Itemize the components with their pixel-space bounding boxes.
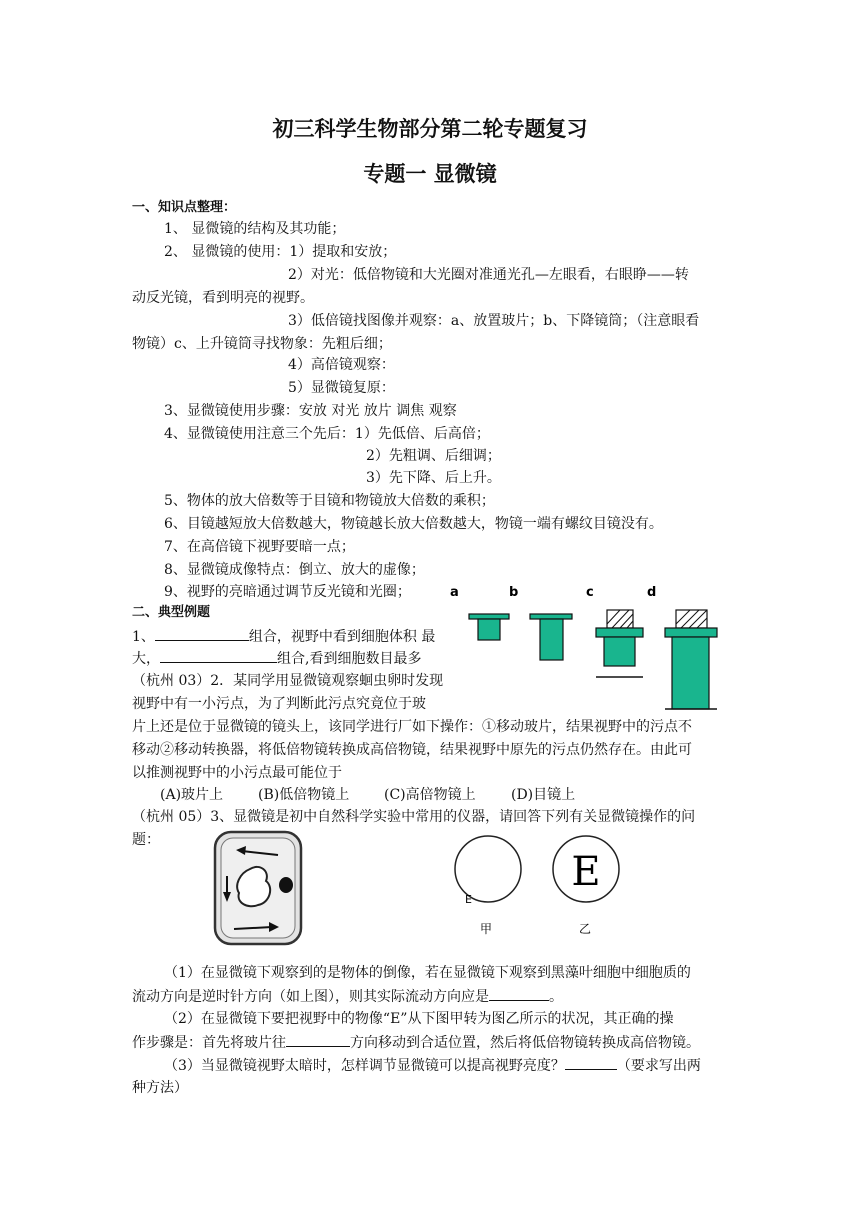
knowledge-line: 3、显微镜使用步骤：安放 对光 放片 调焦 观察	[164, 403, 457, 419]
knowledge-line: 5、物体的放大倍数等于目镜和物镜放大倍数的乘积；	[164, 493, 495, 509]
subquestion3-text: （3）当显微镜视野太暗时，怎样调节显微镜可以提高视野亮度？	[164, 1058, 565, 1074]
view-letter-small: E	[465, 893, 472, 906]
knowledge-line: 3）低倍镜找图像并观察：a、放置玻片；b、下降镜筒；（注意眼看	[288, 313, 700, 329]
subquestion2-line2	[132, 1032, 700, 1053]
knowledge-line: 6、目镜越短放大倍数越大，物镜越长放大倍数越大，物镜一端有螺纹目镜没有。	[164, 516, 663, 532]
subquestion1-text: 流动方向是逆时针方向（如上图），则其实际流动方向应是	[132, 989, 489, 1005]
subquestion2-text: 方向移动到合适位置，然后将低倍物镜转换成高倍物镜。	[350, 1035, 700, 1051]
knowledge-line: 物镜）c、上升镜筒寻找物象：先粗后细；	[132, 336, 392, 352]
knowledge-line: 7、在高倍镜下视野要暗一点；	[164, 539, 355, 555]
knowledge-line: 1、 显微镜的结构及其功能；	[164, 221, 346, 237]
subquestion1-line2	[132, 986, 563, 1007]
answer-blank[interactable]	[286, 1032, 350, 1047]
field-of-view-figure	[450, 833, 660, 939]
knowledge-line: 8、显微镜成像特点：倒立、放大的虚像；	[164, 562, 425, 578]
figure-label-c: c	[586, 585, 594, 600]
knowledge-line: 2、 显微镜的使用：1）提取和安放；	[164, 244, 397, 260]
question1-text: 组合,看到细胞数目最多	[277, 651, 422, 667]
knowledge-line: 5）显微镜复原：	[288, 380, 395, 396]
question1-line1	[132, 626, 435, 647]
objective-eyepiece-figure	[450, 584, 736, 714]
caption-jia: 甲	[480, 922, 493, 936]
section1-heading: 一、知识点整理：	[132, 200, 237, 215]
objective-c	[596, 610, 643, 677]
figure-label-a: a	[450, 585, 459, 600]
question3-intro: （杭州 05）3、显微镜是初中自然科学实验中常用的仪器，请回答下列有关显微镜操作的问	[132, 809, 696, 825]
answer-blank[interactable]	[160, 648, 277, 663]
question1-line2	[132, 648, 421, 669]
cell-cytoplasm-figure	[212, 829, 305, 947]
question2-line: （杭州 03）2．某同学用显微镜观察蛔虫卵时发现	[132, 673, 444, 689]
answer-blank[interactable]	[565, 1055, 617, 1070]
section2-heading: 二、典型例题	[132, 605, 211, 620]
subquestion3-text: （要求写出两	[616, 1058, 701, 1074]
knowledge-line: 3）先下降、后上升。	[366, 470, 501, 486]
option-a: (A)玻片上	[160, 787, 224, 803]
knowledge-line: 9、视野的亮暗通过调节反光镜和光圈；	[164, 584, 411, 600]
knowledge-line: 4、显微镜使用注意三个先后：1）先低倍、后高倍；	[164, 426, 490, 442]
question2-line: 以推测视野中的小污点最可能位于	[132, 765, 342, 781]
answer-blank[interactable]	[155, 626, 249, 641]
subquestion2-text: 作步骤是：首先将玻片往	[132, 1035, 286, 1051]
page-subtitle: 专题一 显微镜	[363, 162, 497, 186]
subquestion3-line2: 种方法）	[132, 1080, 188, 1096]
page-title: 初三科学生物部分第二轮专题复习	[272, 117, 588, 141]
question1-text: 大，	[132, 651, 160, 667]
subquestion1-text: 。	[549, 989, 563, 1005]
question2-line: 移动②移动转换器，将低倍物镜转换成高倍物镜，结果视野中原先的污点仍然存在。由此可	[132, 742, 692, 758]
eyepiece-a	[469, 614, 509, 640]
knowledge-line: 动反光镜，看到明亮的视野。	[132, 290, 314, 306]
knowledge-line: 2）对光：低倍物镜和大光圈对准通光孔—左眼看，右眼睁——转	[288, 267, 689, 283]
option-c: (C)高倍物镜上	[384, 787, 476, 803]
objective-d	[665, 610, 717, 709]
answer-blank[interactable]	[489, 986, 549, 1001]
knowledge-line: 4）高倍镜观察：	[288, 357, 395, 373]
subquestion2-line1: （2）在显微镜下要把视野中的物像“E”从下图甲转为图乙所示的状况，其正确的操	[164, 1011, 674, 1027]
question1-number: 1、	[132, 629, 155, 645]
eyepiece-b	[530, 614, 572, 660]
figure-label-d: d	[647, 585, 657, 600]
option-d: (D)目镜上	[511, 787, 576, 803]
subquestion3-line1	[164, 1055, 701, 1076]
question2-line: 片上还是位于显微镜的镜头上，该同学进行厂如下操作：①移动玻片，结果视野中的污点不	[132, 719, 692, 735]
figure-label-b: b	[509, 585, 519, 600]
question1-text: 组合，视野中看到细胞体积 最	[248, 629, 436, 645]
knowledge-line: 2）先粗调、后细调；	[366, 448, 501, 464]
subquestion1-line1: （1）在显微镜下观察到的是物体的倒像，若在显微镜下观察到黑藻叶细胞中细胞质的	[164, 965, 691, 981]
question3-intro: 题：	[132, 832, 160, 848]
option-b: (B)低倍物镜上	[258, 787, 350, 803]
caption-yi: 乙	[579, 922, 592, 936]
question2-line: 视野中有一小污点，为了判断此污点究竟位于玻	[132, 696, 426, 712]
view-letter-large: E	[571, 849, 601, 895]
